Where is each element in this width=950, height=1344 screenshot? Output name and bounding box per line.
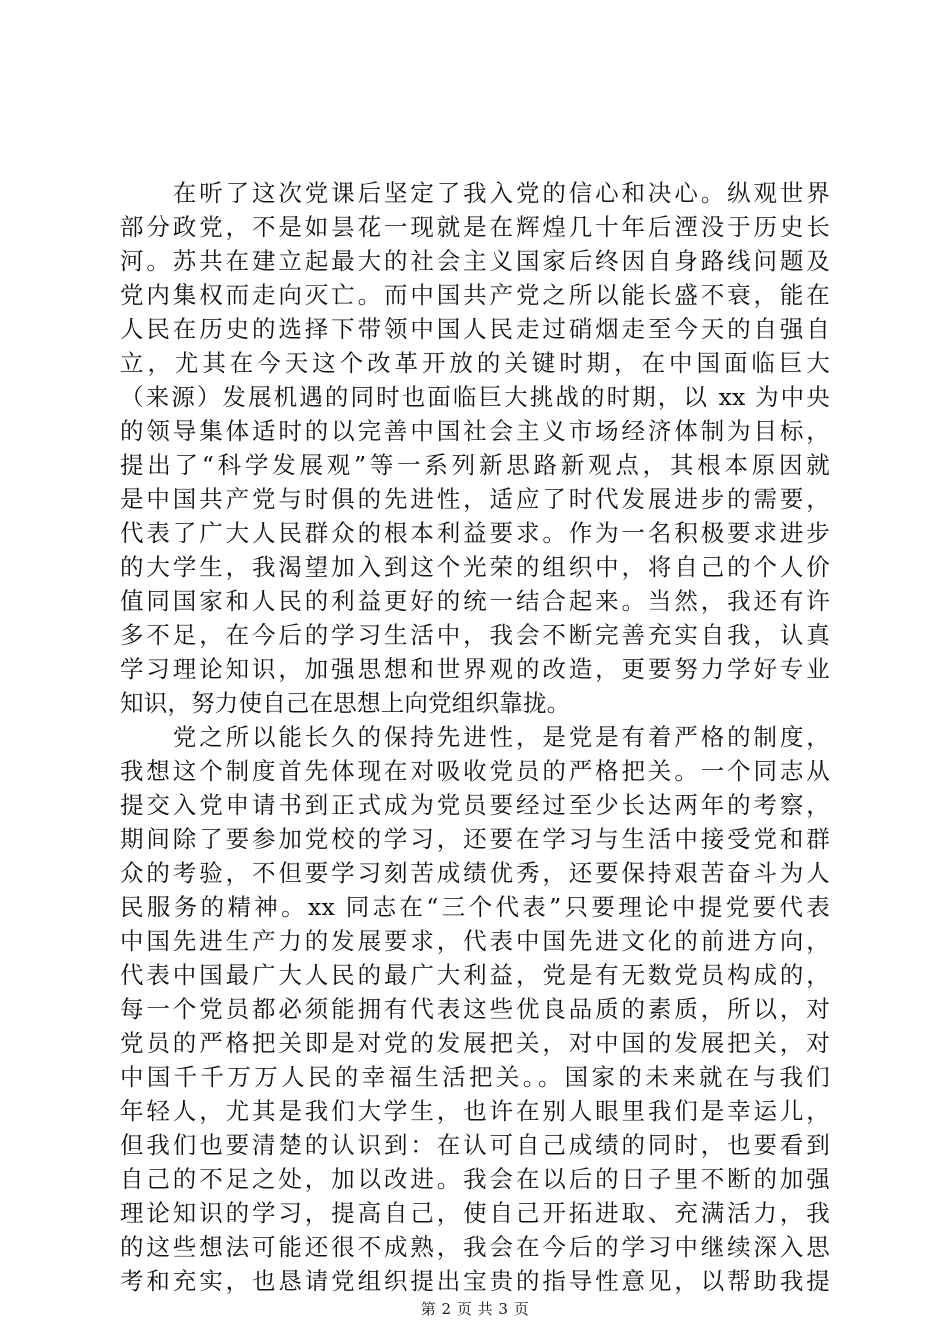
text-line: 的这些想法可能还很不成熟，我会在今后的学习中继续深入思 <box>120 1233 830 1261</box>
text-line: （来源）发展机遇的同时也面临巨大挑战的时期，以 xx 为中央 <box>120 383 830 411</box>
text-line: 河。苏共在建立起最大的社会主义国家后终因自身路线问题及 <box>120 247 830 275</box>
text-line: 理论知识的学习，提高自己，使自己开拓进取、充满活力，我 <box>120 1199 830 1227</box>
text-line: 中国先进生产力的发展要求，代表中国先进文化的前进方向， <box>120 927 830 955</box>
text-line: 知识，努力使自己在思想上向党组织靠拢。 <box>120 689 571 717</box>
text-line: 中国千千万万人民的幸福生活把关。。国家的未来就在与我们 <box>120 1063 830 1091</box>
text-line: 是中国共产党与时俱的先进性，适应了时代发展进步的需要， <box>120 485 830 513</box>
text-line: 在听了这次党课后坚定了我入党的信心和决心。纵观世界 <box>120 179 830 207</box>
text-line: 民服务的精神。xx 同志在“三个代表”只要理论中提党要代表 <box>120 893 830 921</box>
text-line: 期间除了要参加党校的学习，还要在学习与生活中接受党和群 <box>120 825 830 853</box>
text-line: 人民在历史的选择下带领中国人民走过硝烟走至今天的自强自 <box>120 315 830 343</box>
text-line: 党之所以能长久的保持先进性，是党是有着严格的制度， <box>120 723 830 751</box>
text-line: 的领导集体适时的以完善中国社会主义市场经济体制为目标， <box>120 417 830 445</box>
text-line: 部分政党，不是如昙花一现就是在辉煌几十年后湮没于历史长 <box>120 213 830 241</box>
text-line: 但我们也要清楚的认识到：在认可自己成绩的同时，也要看到 <box>120 1131 830 1159</box>
text-line: 党内集权而走向灭亡。而中国共产党之所以能长盛不衰，能在 <box>120 281 830 309</box>
text-line: 提出了“科学发展观”等一系列新思路新观点，其根本原因就 <box>120 451 830 479</box>
text-line: 我想这个制度首先体现在对吸收党员的严格把关。一个同志从 <box>120 757 830 785</box>
text-line: 众的考验，不但要学习刻苦成绩优秀，还要保持艰苦奋斗为人 <box>120 859 830 887</box>
text-line: 值同国家和人民的利益更好的统一结合起来。当然，我还有许 <box>120 587 830 615</box>
text-line: 学习理论知识，加强思想和世界观的改造，更要努力学好专业 <box>120 655 830 683</box>
page-number-footer: 第 2 页 共 3 页 <box>420 1300 530 1318</box>
text-line: 代表了广大人民群众的根本利益要求。作为一名积极要求进步 <box>120 519 830 547</box>
text-line: 自己的不足之处，加以改进。我会在以后的日子里不断的加强 <box>120 1165 830 1193</box>
text-line: 提交入党申请书到正式成为党员要经过至少长达两年的考察， <box>120 791 830 819</box>
text-line: 考和充实，也恳请党组织提出宝贵的指导性意见，以帮助我提 <box>120 1267 830 1295</box>
text-line: 多不足，在今后的学习生活中，我会不断完善充实自我，认真 <box>120 621 830 649</box>
text-line: 的大学生，我渴望加入到这个光荣的组织中，将自己的个人价 <box>120 553 830 581</box>
text-line: 每一个党员都必须能拥有代表这些优良品质的素质，所以，对 <box>120 995 830 1023</box>
text-line: 年轻人，尤其是我们大学生，也许在别人眼里我们是幸运儿， <box>120 1097 830 1125</box>
text-line: 立，尤其在今天这个改革开放的关键时期，在中国面临巨大 <box>120 349 830 377</box>
document-body <box>120 176 830 1298</box>
text-line: 代表中国最广大人民的最广大利益，党是有无数党员构成的， <box>120 961 830 989</box>
text-line: 党员的严格把关即是对党的发展把关，对中国的发展把关，对 <box>120 1029 830 1057</box>
